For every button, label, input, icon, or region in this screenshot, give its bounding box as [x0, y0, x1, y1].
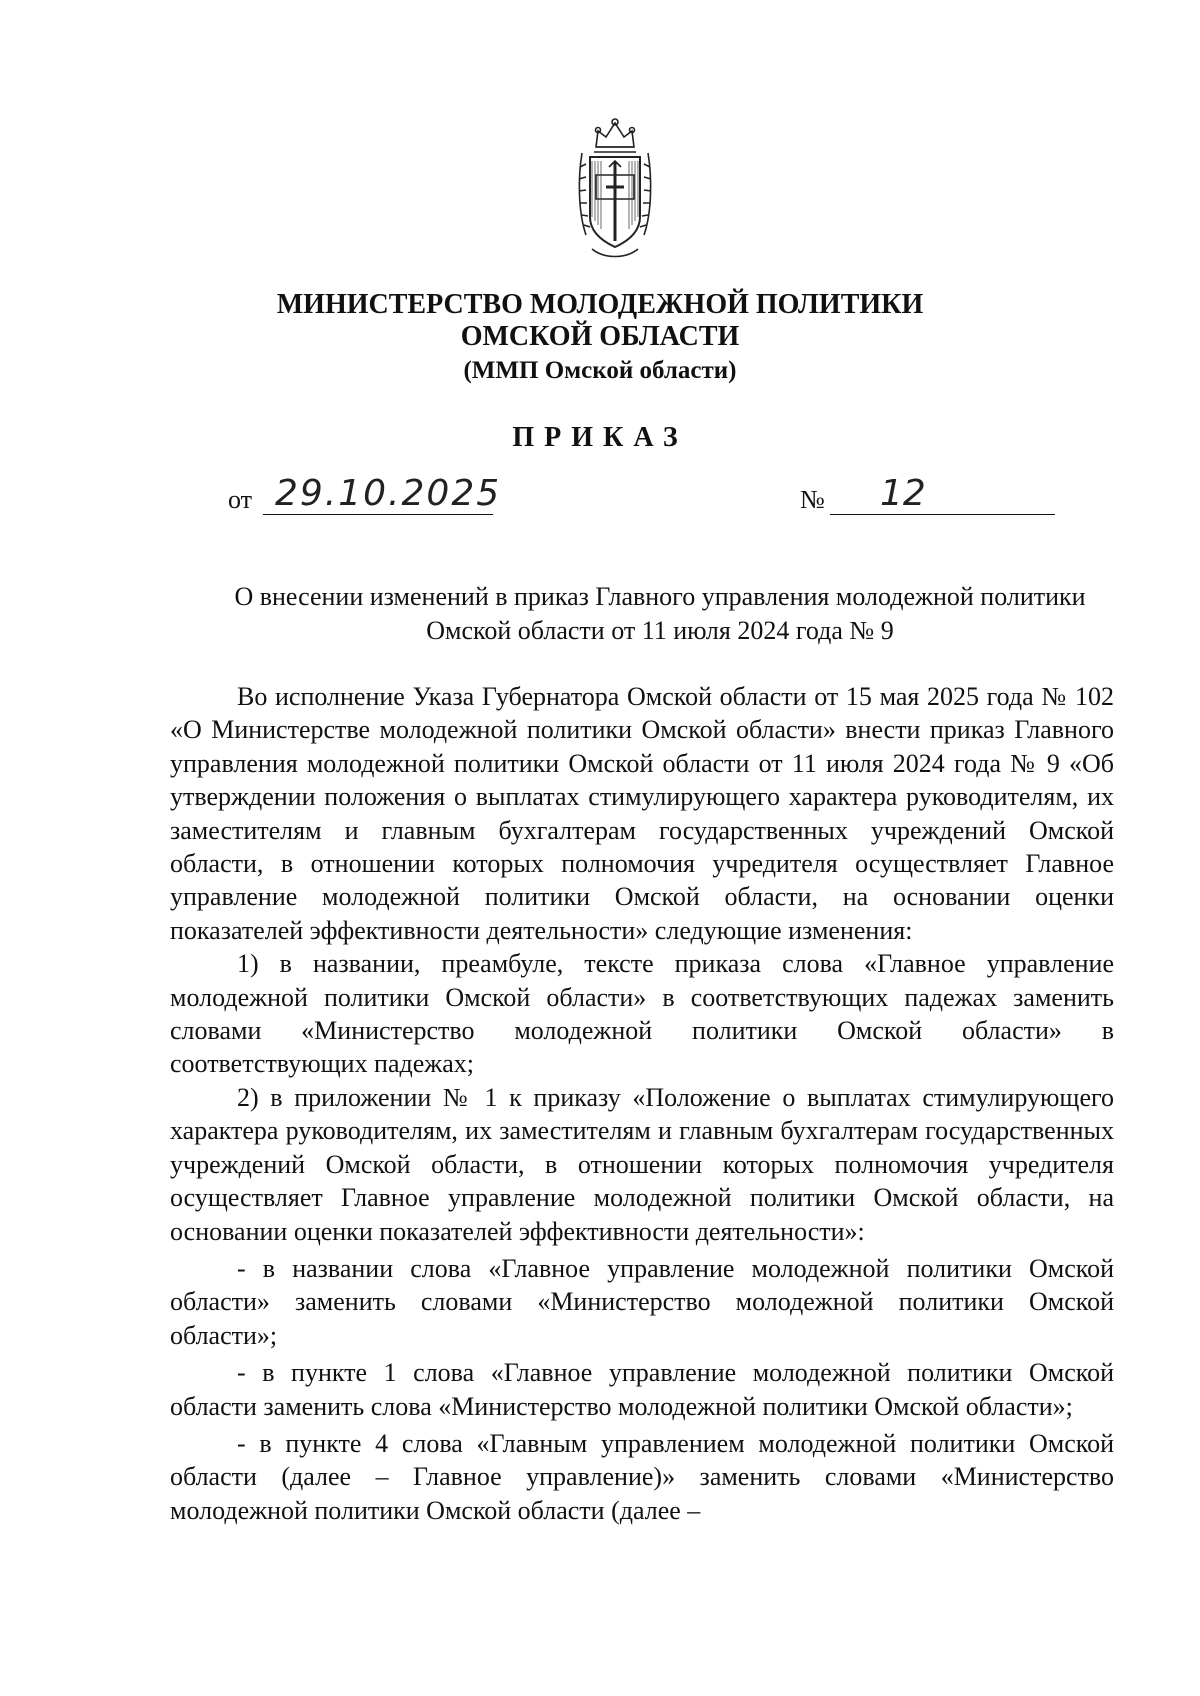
document-type-title: ПРИКАЗ	[512, 422, 688, 453]
org-short-name: (ММП Омской области)	[463, 357, 737, 384]
body-paragraph: - в пункте 1 слова «Главное управление молодежной политики Омской области заменить слова «Министерство молодежной политики Омской области»;	[170, 1358, 1114, 1421]
document-date: 29.10.2025	[275, 473, 502, 514]
body-paragraph: - в пункте 4 слова «Главным управлением молодежной политики Омской области (далее – Главное управление)» заменить словами «Министерство молодежной политики Омской области (далее –	[170, 1428, 1114, 1525]
body-paragraph: 1) в названии, преамбуле, тексте приказа слова «Главное управление молодежной политики Омской области» в соответствующих падежах заменить словами «Министерство молодежной политики Омской области» в соответствующих падежах;	[170, 949, 1114, 1079]
number-underline	[830, 514, 1055, 515]
date-label: от	[228, 485, 253, 514]
omsk-coat-of-arms-icon	[576, 117, 654, 263]
number-label: №	[800, 485, 825, 514]
org-name-line1: МИНИСТЕРСТВО МОЛОДЕЖНОЙ ПОЛИТИКИ	[276, 289, 924, 320]
document-body	[170, 680, 1114, 1527]
date-underline	[263, 514, 493, 515]
body-paragraph: - в названии слова «Главное управление молодежной политики Омской области» заменить словами «Министерство молодежной политики Омской области»;	[170, 1253, 1114, 1350]
org-name-line2: ОМСКОЙ ОБЛАСТИ	[460, 321, 740, 352]
document-number: 12	[880, 473, 926, 514]
body-paragraph: 2) в приложении № 1 к приказу «Положение о выплатах стимулирующего характера руководителям, их заместителям и главным бухгалтерам государственных учреждений Омской области, в отношении которых полномочия учредителя осуществляет Главное управление молодежной политики Омской области, на основании оценки показателей эффективности деятельности»:	[170, 1082, 1114, 1246]
document-subject: О внесении изменений в приказ Главного управления молодежной политики Омской области от 11 июля 2024 года № 9	[234, 582, 1086, 645]
body-paragraph: Во исполнение Указа Губернатора Омской области от 15 мая 2025 года № 102 «О Министерстве молодежной политики Омской области» внести приказ Главного управления молодежной политики Омской области от 11 июля 2024 года № 9 «Об утверждении положения о выплатах стимулирующего характера руководителям, их заместителям и главным бухгалтерам государственных учреждений Омской области, в отношении которых полномочия учредителя осуществляет Главное управление молодежной политики Омской области, на основании оценки показателей эффективности деятельности» следующие изменения:	[170, 682, 1114, 945]
